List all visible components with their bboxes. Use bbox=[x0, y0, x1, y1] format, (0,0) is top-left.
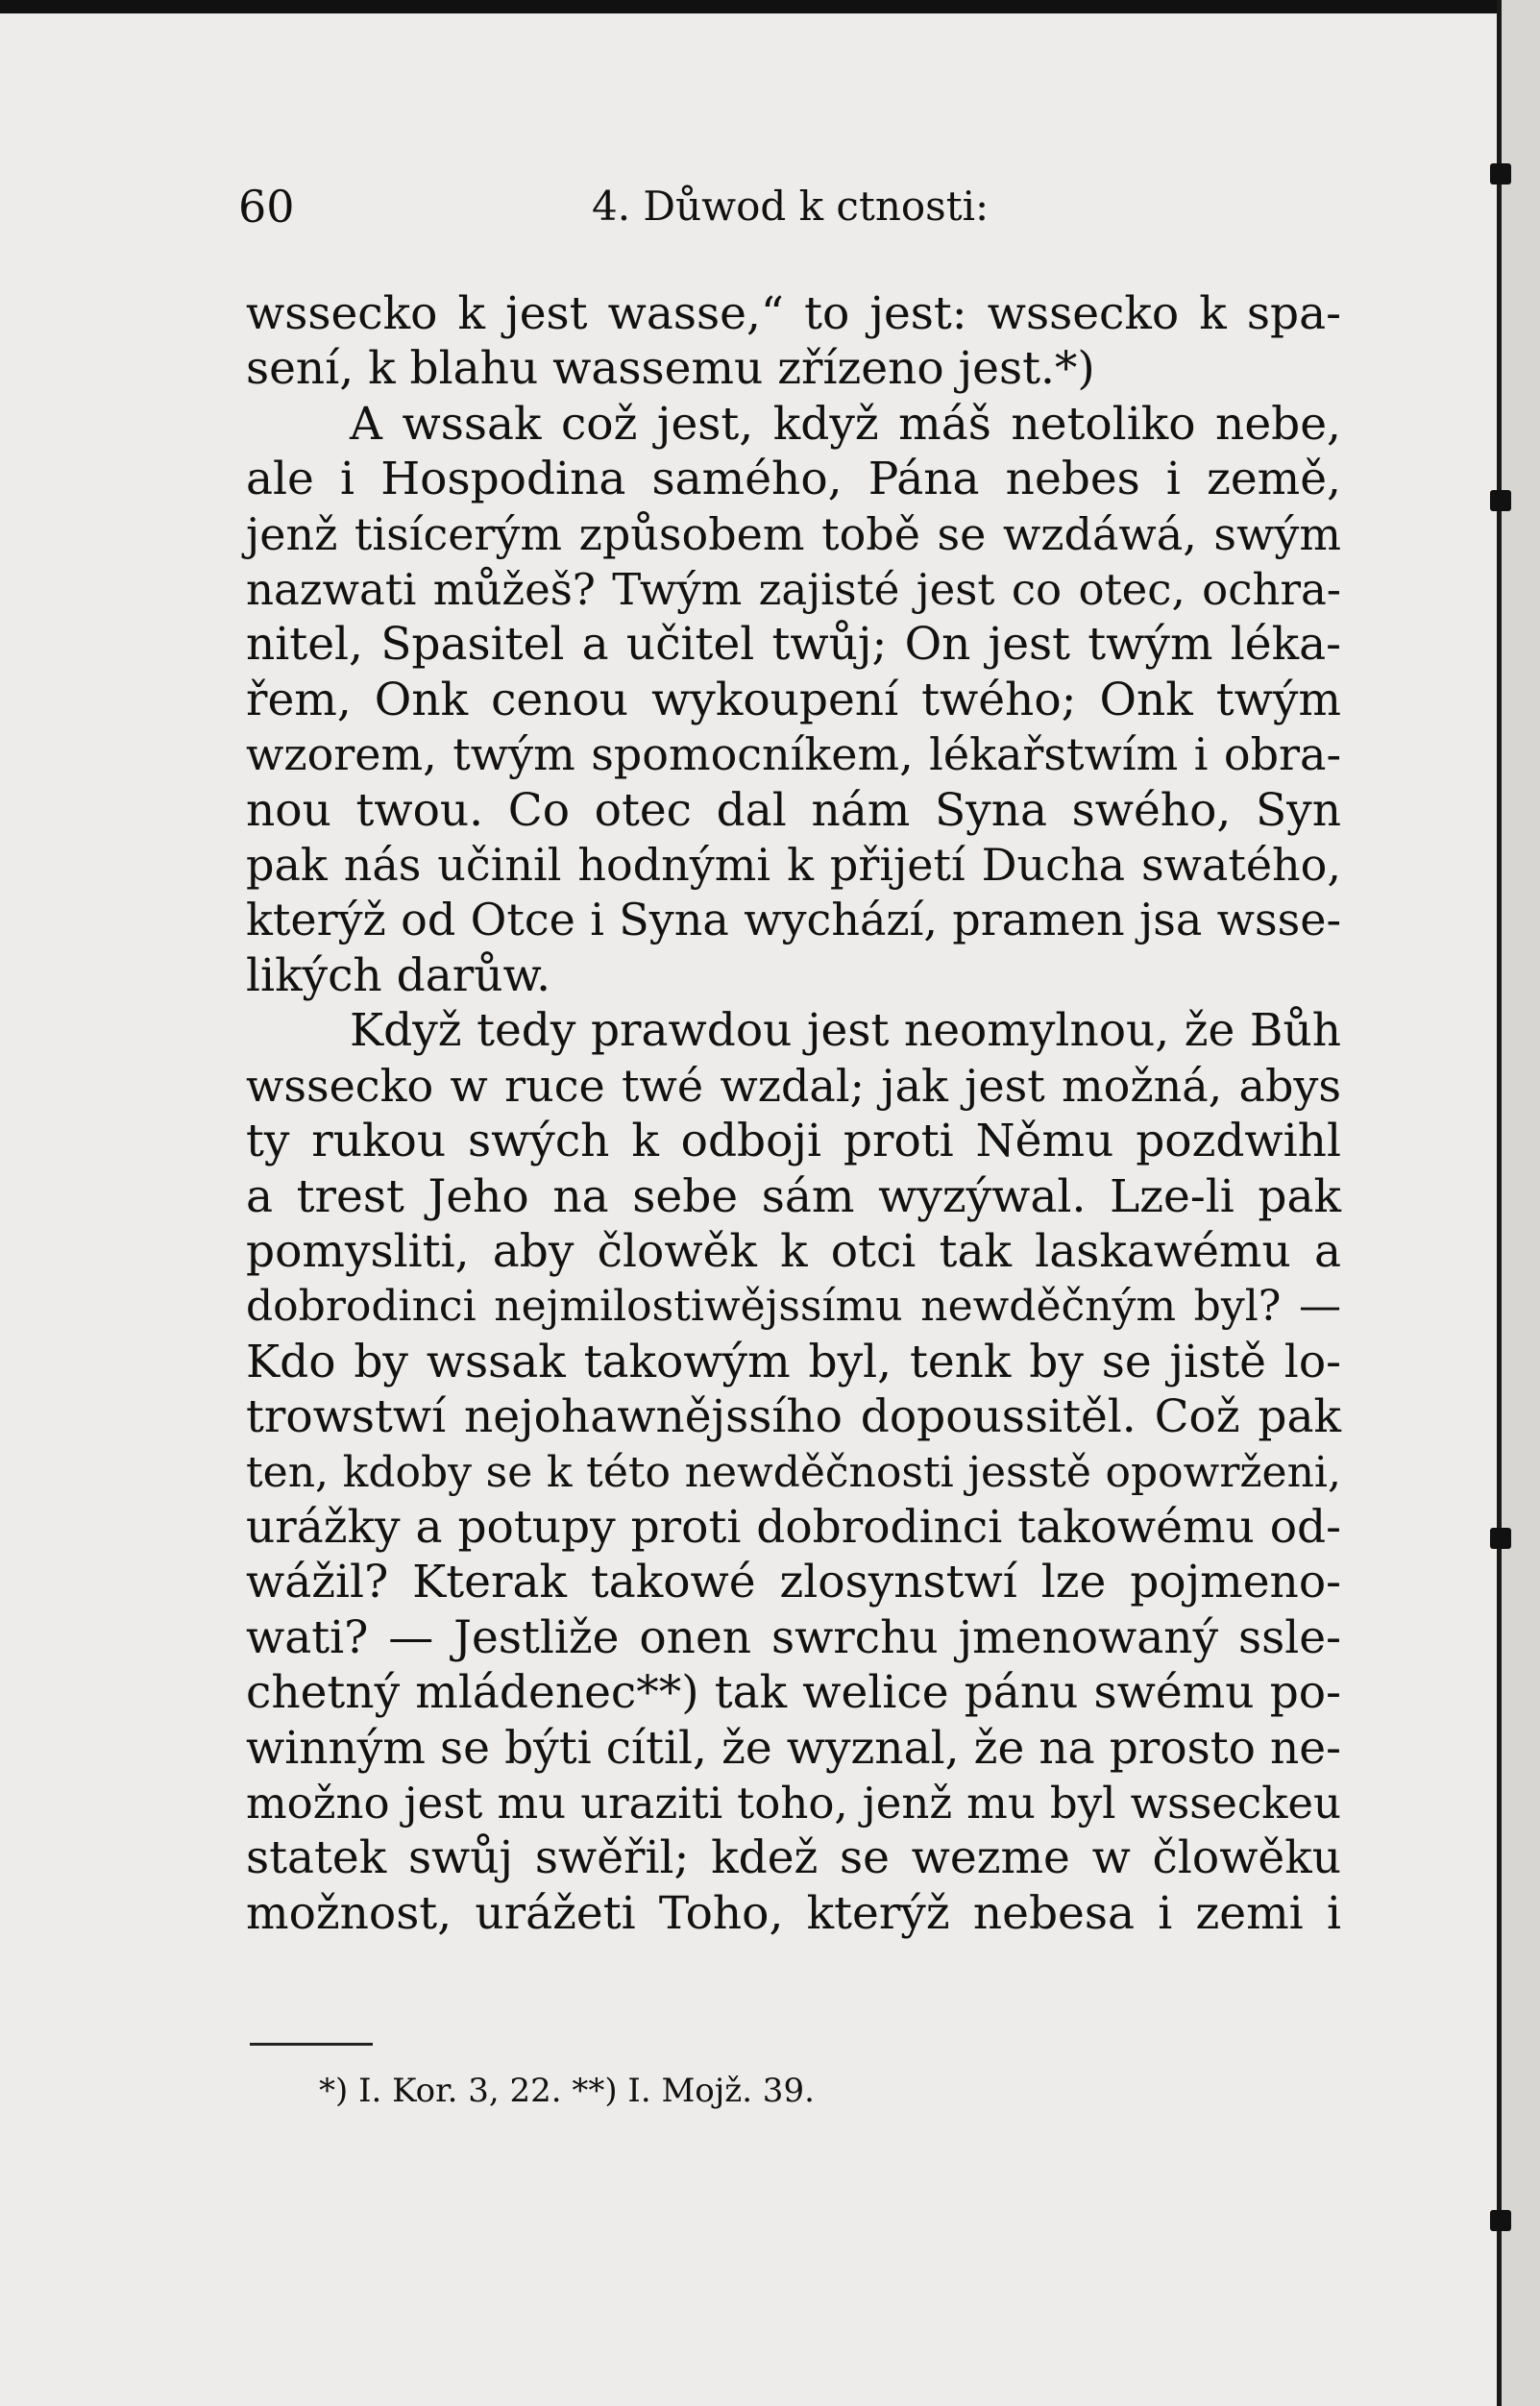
text-line: Kdo by wssak takowým byl, tenk by se jistě lo- bbox=[246, 1335, 1341, 1388]
text-line: nazwati můžeš? Twým zajisté jest co otec, ochra- bbox=[246, 564, 1341, 616]
text-line: wssecko k jest wasse,“ to jest: wssecko k spa- bbox=[246, 287, 1341, 340]
text-line: nitel, Spasitel a učitel twůj; On jest twým léka- bbox=[246, 618, 1341, 672]
text-line: možnost, urážeti Toho, kterýž nebesa i zemi i bbox=[246, 1886, 1341, 1940]
footnotes: *) I. Kor. 3, 22. **) I. Mojž. 39. bbox=[319, 2072, 815, 2110]
text-line: ten, kdoby se k této newděčnosti jesstě opowrženi, bbox=[246, 1447, 1341, 1497]
text-line: sení, k blahu wassemu zřízeno jest.*) bbox=[246, 342, 1095, 396]
text-line: trowstwí nejohawnějssího dopoussitěl. Což pak bbox=[246, 1390, 1341, 1444]
text-line: winným se býti cítil, že wyznal, že na prosto ne- bbox=[246, 1721, 1341, 1775]
page-number: 60 bbox=[238, 181, 295, 233]
edge-mark bbox=[1490, 163, 1511, 184]
edge-mark bbox=[1490, 490, 1511, 511]
scan-top-edge bbox=[0, 0, 1499, 13]
text-line: urážky a potupy proti dobrodinci takowému od- bbox=[246, 1500, 1341, 1554]
text-line: kterýž od Otce i Syna wychází, pramen jsa wsse- bbox=[246, 894, 1341, 946]
text-line: wati? — Jestliže onen swrchu jmenowaný ssle- bbox=[246, 1610, 1341, 1664]
edge-mark bbox=[1490, 1528, 1511, 1549]
text-line: ty rukou swých k odboji proti Němu pozdwihl bbox=[246, 1115, 1341, 1168]
edge-mark bbox=[1490, 2210, 1511, 2231]
text-line: nou twou. Co otec dal nám Syna swého, Syn bbox=[246, 783, 1341, 837]
text-line: a trest Jeho na sebe sám wyzýwal. Lze-li pak bbox=[246, 1169, 1341, 1223]
text-line: A wssak což jest, když máš netoliko nebe, bbox=[350, 397, 1341, 451]
running-title: 4. Důwod k ctnosti: bbox=[592, 183, 990, 230]
text-line: wssecko w ruce twé wzdal; jak jest možná, abys bbox=[246, 1059, 1341, 1112]
text-line: wážil? Kterak takowé zlosynstwí lze pojmeno- bbox=[246, 1556, 1341, 1609]
text-line: wzorem, twým spomocníkem, lékařstwím i obra- bbox=[246, 728, 1341, 781]
text-line: statek swůj swěřil; kdež se wezme w člowěku bbox=[246, 1831, 1341, 1885]
text-line: pomysliti, aby člowěk k otci tak laskawému a bbox=[246, 1224, 1341, 1278]
scan-right-edge bbox=[1497, 0, 1540, 2406]
text-line: pak nás učinil hodnými k přijetí Ducha swatého, bbox=[246, 839, 1341, 892]
text-line: Když tedy prawdou jest neomylnou, že Bůh bbox=[350, 1004, 1341, 1058]
text-line: chetný mládenec**) tak welice pánu swému po- bbox=[246, 1666, 1341, 1720]
text-line: jenž tisícerým způsobem tobě se wzdáwá, swým bbox=[246, 507, 1341, 560]
text-line: možno jest mu uraziti toho, jenž mu byl wsseckeu bbox=[246, 1777, 1341, 1829]
footnote-rule bbox=[250, 2043, 373, 2046]
body-text bbox=[246, 286, 1341, 1941]
page-header bbox=[238, 181, 1343, 248]
text-line: dobrodinci nejmilostiwějssímu newděčným byl? — bbox=[246, 1282, 1341, 1332]
text-line: likých darůw. bbox=[246, 948, 551, 1002]
text-line: ale i Hospodina samého, Pána nebes i země, bbox=[246, 453, 1341, 506]
text-line: řem, Onk cenou wykoupení twého; Onk twým bbox=[246, 673, 1341, 726]
